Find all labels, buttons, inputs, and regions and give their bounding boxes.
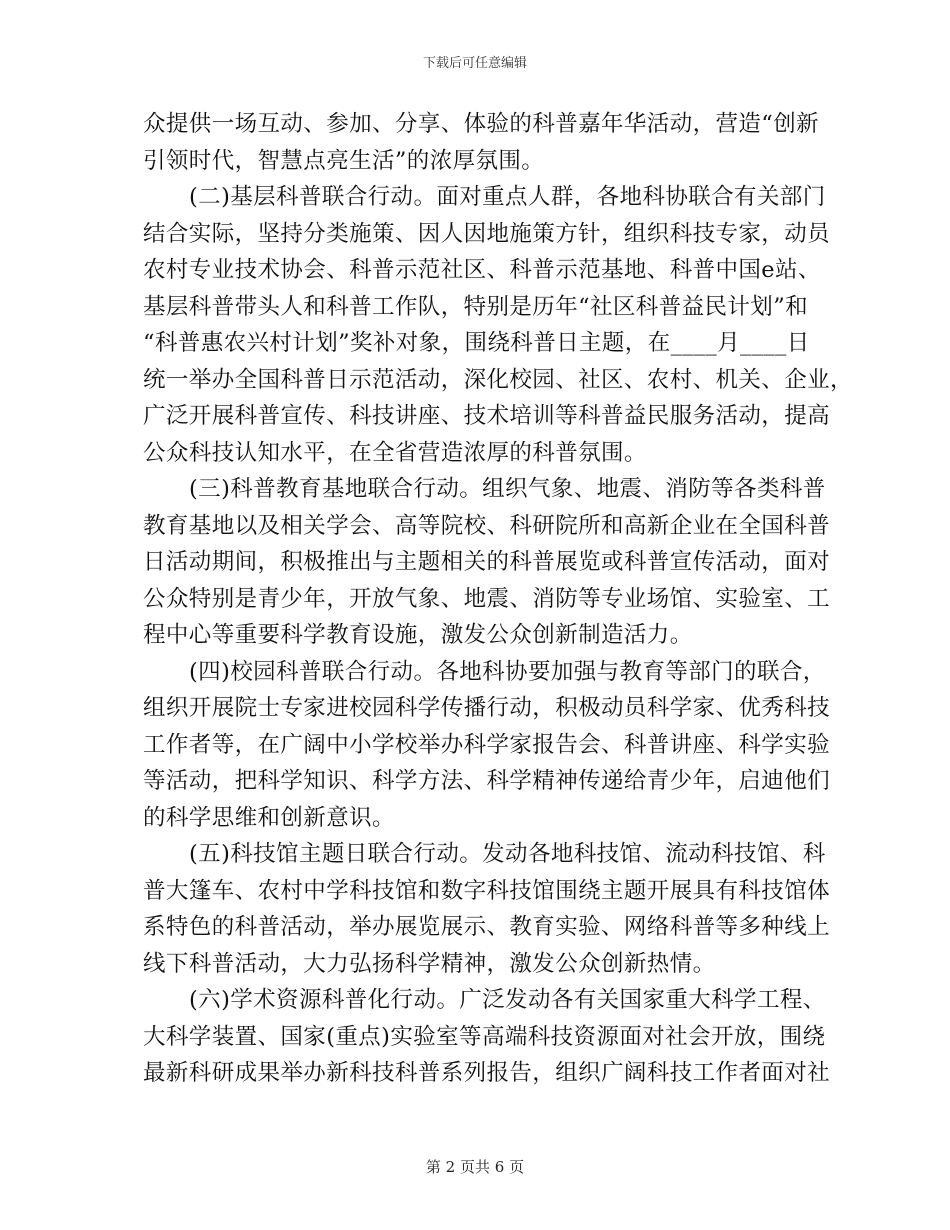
- text-line: 普大篷车、农村中学科技馆和数字科技馆围绕主题开展具有科技馆体: [143, 877, 831, 904]
- text-line: 统一举办全国科普日示范活动，深化校园、社区、农村、机关、企业，: [143, 366, 853, 393]
- text-line: 公众特别是青少年，开放气象、地震、消防等专业场馆、实验室、工: [143, 585, 831, 612]
- text-line: 农村专业技术协会、科普示范社区、科普示范基地、科普中国e站、: [143, 257, 821, 283]
- text-line: 的科学思维和创新意识。: [143, 804, 395, 831]
- text-line: 系特色的科普活动，举办展览展示、教育实验、网络科普等多种线上: [143, 914, 831, 940]
- text-line: 组织开展院士专家进校园科学传播行动，积极动员科学家、优秀科技: [143, 695, 831, 721]
- text-line: 广泛开展科普宣传、科技讲座、技术培训等科普益民服务活动，提高: [143, 403, 831, 429]
- text-line: 基层科普带头人和科普工作队，特别是历年“社区科普益民计划”和: [143, 293, 809, 320]
- text-line: 教育基地以及相关学会、高等院校、科研院所和高新企业在全国科普: [143, 512, 831, 539]
- text-line: 引领时代，智慧点亮生活”的浓厚氛围。: [143, 147, 545, 174]
- text-line: 工作者等，在广阔中小学校举办科学家报告会、科普讲座、科学实验: [143, 731, 831, 758]
- text-line: 大科学装置、国家(重点)实验室等高端科技资源面对社会开放，围绕: [143, 1023, 826, 1050]
- text-line: 程中心等重要科学教育设施，激发公众创新制造活力。: [143, 622, 693, 648]
- text-line: 公众科技认知水平，在全省营造浓厚的科普氛围。: [143, 439, 647, 466]
- text-line: 线下科普活动，大力弘扬科学精神，激发公众创新热情。: [143, 950, 716, 977]
- document-body: [143, 106, 853, 1092]
- paragraph: [143, 836, 831, 982]
- text-line: (五)科技馆主题日联合行动。发动各地科技馆、流动科技馆、科: [189, 841, 826, 867]
- text-line: (二)基层科普联合行动。面对重点人群，各地科协联合有关部门: [189, 184, 826, 210]
- text-line: (六)学术资源科普化行动。广泛发动各有关国家重大科学工程、: [189, 987, 826, 1013]
- paragraph: [143, 106, 820, 179]
- text-line: (四)校园科普联合行动。各地科协要加强与教育等部门的联合，: [189, 658, 826, 685]
- paragraph: [143, 471, 831, 654]
- text-line: 最新科研成果举办新科技科普系列报告，组织广阔科技工作者面对社: [143, 1060, 831, 1086]
- text-line: 众提供一场互动、参加、分享、体验的科普嘉年华活动，营造“创新: [143, 111, 820, 137]
- page-header: 下载后可任意编辑: [422, 56, 527, 71]
- paragraph: [143, 179, 853, 471]
- text-line: 日活动期间，积极推出与主题相关的科普展览或科普宣传活动，面对: [143, 549, 831, 575]
- paragraph: [143, 654, 831, 837]
- paragraph: [143, 982, 831, 1092]
- text-line: 结合实际，坚持分类施策、因人因地施策方针，组织科技专家，动员: [143, 220, 831, 247]
- text-line: 等活动，把科学知识、科学方法、科学精神传递给青少年，启迪他们: [143, 768, 831, 794]
- text-line: (三)科普教育基地联合行动。组织气象、地震、消防等各类科普: [189, 476, 826, 502]
- text-line: “科普惠农兴村计划”奖补对象，围绕科普日主题，在____月____日: [143, 330, 810, 356]
- page-number-footer: 第 2 页共 6 页: [425, 1158, 525, 1176]
